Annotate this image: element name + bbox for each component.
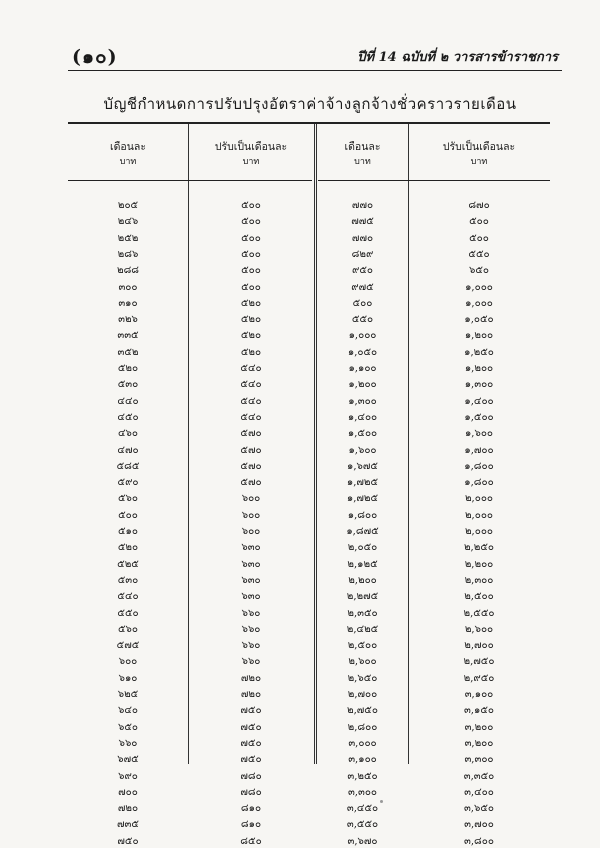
table-row <box>68 639 550 652</box>
table-cell: ๑,๒๐๐ <box>464 330 494 342</box>
table-cell: ๔๗๐ <box>117 444 139 456</box>
table-cell: ๗๘๐ <box>240 770 262 782</box>
table-cell: ๑,๒๐๐ <box>348 379 377 391</box>
table-cell: ๒,๓๐๐ <box>464 574 494 586</box>
table-cell: ๗๓๕ <box>117 819 139 831</box>
table-row <box>68 297 550 310</box>
table-cell: ๒๐๕ <box>117 200 139 211</box>
table-row <box>68 688 550 701</box>
table-cell: ๖๓๐ <box>241 591 261 603</box>
table-row <box>68 395 550 408</box>
table-cell: ๕๕๐ <box>351 314 374 326</box>
table-cell: ๖๕๐ <box>468 265 490 277</box>
table-cell: ๘๑๐ <box>240 819 262 831</box>
table-row <box>68 427 550 440</box>
table-row <box>68 281 550 294</box>
table-cell: ๓,๗๐๐ <box>464 819 494 831</box>
table-row <box>68 199 550 212</box>
column-header-4-line2: บาท <box>470 157 488 167</box>
table-cell: ๖๓๐ <box>241 558 261 570</box>
table-cell: ๔๔๐ <box>117 395 139 407</box>
table-cell: ๑,๒๕๐ <box>464 346 494 358</box>
table-cell: ๗๕๐ <box>240 737 262 749</box>
column-header-1 <box>68 140 188 170</box>
table-cell: ๓๑๐ <box>118 297 138 309</box>
table-cell: ๔๖๐ <box>117 428 139 440</box>
table-cell: ๕๔๐ <box>240 411 262 423</box>
table-cell: ๗๕๐ <box>240 754 262 766</box>
table-row <box>68 802 550 815</box>
table-cell: ๗๗๕ <box>351 216 374 228</box>
table-cell: ๑,๐๐๐ <box>465 297 493 309</box>
table-cell: ๘๗๐ <box>468 200 490 211</box>
table-cell: ๕๐๐ <box>241 200 261 211</box>
column-header-3-line2: บาท <box>354 157 371 167</box>
table-cell: ๓,๒๕๐ <box>347 770 378 782</box>
column-header-4 <box>408 140 550 170</box>
table-cell: ๕๔๐ <box>240 363 262 374</box>
table-row <box>68 590 550 603</box>
table-cell: ๕๙๐ <box>117 477 139 489</box>
table-row <box>68 672 550 685</box>
table-cell: ๕๐๐ <box>352 297 373 309</box>
table-cell: ๓,๘๐๐ <box>464 835 494 847</box>
table-cell: ๑,๘๐๐ <box>347 509 378 521</box>
table-cell: ๗๕๐ <box>240 721 262 733</box>
table-cell: ๑,๐๐๐ <box>465 281 493 293</box>
table-cell: ๒,๐๐๐ <box>464 493 494 505</box>
table-cell: ๕๐๐ <box>241 216 261 228</box>
table-cell: ๕๗๐ <box>240 477 262 489</box>
table-cell: ๕๒๐ <box>240 346 262 358</box>
table-cell: ๕๐๐ <box>469 232 489 244</box>
table-cell: ๓,๖๗๐ <box>347 835 378 847</box>
table-cell: ๖๙๐ <box>118 770 138 782</box>
table-row <box>68 460 550 473</box>
wage-table <box>68 122 550 847</box>
table-row <box>68 264 550 277</box>
table-cell: ๕๗๐ <box>240 444 262 456</box>
header-underline-left <box>68 180 312 181</box>
page-number: (๑๐) <box>72 46 118 68</box>
table-row <box>68 818 550 831</box>
table-row <box>68 770 550 783</box>
header-underline-right <box>318 180 550 181</box>
table-cell: ๒,๗๕๐ <box>463 656 495 668</box>
table-cell: ๕๒๐ <box>117 363 139 374</box>
table-cell: ๕๐๐ <box>118 509 138 521</box>
table-row <box>68 215 550 228</box>
table-cell: ๖๐๐ <box>241 526 261 537</box>
table-cell: ๕๔๐ <box>240 395 262 407</box>
table-cell: ๗๒๐ <box>240 689 262 700</box>
table-cell: ๒,๗๐๐ <box>347 689 378 700</box>
table-row <box>68 655 550 668</box>
table-cell: ๖๖๐ <box>241 607 261 619</box>
table-cell: ๙๕๐ <box>352 265 373 277</box>
table-cell: ๒,๗๐๐ <box>464 640 494 652</box>
table-cell: ๒,๒๐๐ <box>348 574 377 586</box>
table-cell: ๒,๖๐๐ <box>348 656 377 668</box>
table-row <box>68 721 550 734</box>
table-cell: ๑,๗๒๕ <box>346 477 379 489</box>
table-cell: ๖๖๐ <box>241 640 261 652</box>
table-cell: ๔๕๐ <box>117 411 139 423</box>
table-cell: ๖๐๐ <box>241 509 261 521</box>
table-cell: ๑,๔๐๐ <box>347 411 378 423</box>
table-row <box>68 346 550 359</box>
table-cell: ๑,๒๐๐ <box>464 363 494 374</box>
table-cell: ๕๐๐ <box>241 265 261 277</box>
table-cell: ๑,๖๗๕ <box>347 460 378 472</box>
table-cell: ๕๒๕ <box>117 558 139 570</box>
table-cell: ๖๓๐ <box>241 542 261 554</box>
table-cell: ๕๐๐ <box>469 216 489 228</box>
table-row <box>68 492 550 505</box>
table-row <box>68 313 550 326</box>
table-row <box>68 623 550 636</box>
table-cell: ๑,๘๗๕ <box>346 526 379 537</box>
table-cell: ๓,๖๕๐ <box>463 803 495 815</box>
table-row <box>68 232 550 245</box>
table-cell: ๕๑๐ <box>117 526 139 537</box>
table-cell: ๖๓๐ <box>241 574 261 586</box>
table-cell: ๒,๗๕๐ <box>347 705 378 717</box>
table-cell: ๗๐๐ <box>118 786 138 798</box>
table-cell: ๕๗๕ <box>116 640 140 652</box>
table-cell: ๗๕๐ <box>240 705 262 717</box>
table-cell: ๖๖๐ <box>118 737 138 749</box>
table-row <box>68 574 550 587</box>
table-cell: ๗๗๐ <box>351 232 374 244</box>
table-row <box>68 753 550 766</box>
table-cell: ๕๐๐ <box>241 232 261 244</box>
table-cell: ๕๓๐ <box>117 574 139 586</box>
table-cell: ๕๒๐ <box>240 297 262 309</box>
table-cell: ๒,๕๐๐ <box>464 591 494 603</box>
table-cell: ๓,๓๐๐ <box>347 786 378 798</box>
table-cell: ๒๕๒ <box>117 232 139 244</box>
table-cell: ๒,๐๕๐ <box>347 542 378 554</box>
table-cell: ๕๕๐ <box>117 607 139 619</box>
table-cell: ๓,๐๐๐ <box>348 737 377 749</box>
table-cell: ๑,๗๐๐ <box>464 444 494 456</box>
column-header-1-line1: เดือนละ <box>110 141 146 153</box>
table-cell: ๓,๑๐๐ <box>348 754 377 766</box>
column-header-1-line2: บาท <box>119 157 137 167</box>
table-cell: ๒,๔๒๕ <box>346 623 379 635</box>
table-cell: ๑,๐๕๐ <box>347 346 378 358</box>
table-cell: ๗๘๐ <box>240 786 262 798</box>
table-cell: ๘๕๐ <box>240 835 262 847</box>
table-row <box>68 525 550 538</box>
table-cell: ๓,๔๐๐ <box>464 786 494 798</box>
table-row <box>68 476 550 489</box>
table-row <box>68 786 550 799</box>
table-cell: ๒๘๘ <box>116 265 140 277</box>
table-cell: ๓,๕๕๐ <box>346 819 379 831</box>
table-row <box>68 541 550 554</box>
column-header-2-line2: บาท <box>242 157 260 167</box>
table-cell: ๕๗๐ <box>240 428 262 440</box>
table-cell: ๓,๑๐๐ <box>464 689 494 700</box>
table-cell: ๕๕๐ <box>468 248 490 260</box>
table-cell: ๗๕๐ <box>117 835 139 847</box>
column-header-2-line1: ปรับเป็นเดือนละ <box>214 141 288 153</box>
table-row <box>68 607 550 620</box>
scan-speck <box>380 800 383 803</box>
table-cell: ๒,๘๐๐ <box>347 721 378 733</box>
table-cell: ๓๓๕ <box>117 330 139 342</box>
table-cell: ๓๒๖ <box>118 314 138 326</box>
table-cell: ๒,๒๐๐ <box>464 558 494 570</box>
column-header-3 <box>317 140 408 170</box>
table-row <box>68 737 550 750</box>
table-cell: ๓๐๐ <box>118 281 138 293</box>
table-cell: ๖๐๐ <box>118 656 138 668</box>
table-cell: ๗๗๐ <box>351 200 374 211</box>
table-cell: ๕๐๐ <box>241 248 261 260</box>
table-cell: ๕๒๐ <box>240 330 262 342</box>
table-cell: ๓,๑๕๐ <box>463 705 495 717</box>
table-cell: ๖๐๐ <box>241 493 261 505</box>
table-cell: ๑,๕๐๐ <box>347 428 378 440</box>
table-cell: ๒,๙๕๐ <box>463 672 495 684</box>
table-row <box>68 704 550 717</box>
table-cell: ๕๗๐ <box>240 460 262 472</box>
table-cell: ๕๔๐ <box>117 591 139 603</box>
table-cell: ๒,๐๐๐ <box>464 509 494 521</box>
table-cell: ๒,๒๗๕ <box>346 591 379 603</box>
table-cell: ๑,๔๐๐ <box>464 395 494 407</box>
table-cell: ๒,๑๒๕ <box>347 558 378 570</box>
table-row <box>68 411 550 424</box>
table-cell: ๖๖๐ <box>241 623 261 635</box>
table-cell: ๗๒๐ <box>117 803 139 815</box>
table-cell: ๓,๓๕๐ <box>463 770 495 782</box>
header-rule <box>68 70 562 71</box>
table-cell: ๓,๒๐๐ <box>464 721 494 733</box>
table-cell: ๓,๔๕๐ <box>346 803 379 815</box>
table-cell: ๕๔๐ <box>240 379 262 391</box>
column-header-3-line1: เดือนละ <box>344 141 381 153</box>
table-cell: ๕๖๐ <box>117 493 139 505</box>
table-row <box>68 444 550 457</box>
table-cell: ๑,๐๕๐ <box>464 314 494 326</box>
table-row <box>68 248 550 261</box>
table-cell: ๓,๓๐๐ <box>464 754 494 766</box>
table-cell: ๒,๖๐๐ <box>464 623 494 635</box>
table-cell: ๑,๓๐๐ <box>464 379 494 391</box>
table-row <box>68 378 550 391</box>
table-cell: ๖๔๐ <box>117 705 139 717</box>
table-cell: ๕๓๐ <box>117 379 139 391</box>
table-cell: ๘๒๙ <box>351 248 374 260</box>
table-cell: ๒,๒๕๐ <box>463 542 495 554</box>
table-cell: ๓๕๒ <box>117 346 139 358</box>
table-cell: ๑,๖๐๐ <box>464 428 494 440</box>
table-row <box>68 329 550 342</box>
table-cell: ๒,๐๐๐ <box>464 526 494 537</box>
table-cell: ๖๗๕ <box>117 754 139 766</box>
table-cell: ๙๗๕ <box>351 281 374 293</box>
table-cell: ๘๑๐ <box>240 803 262 815</box>
table-cell: ๒๔๖ <box>117 216 139 228</box>
table-cell: ๑,๓๐๐ <box>348 395 377 407</box>
table-cell: ๑,๘๐๐ <box>464 477 494 489</box>
table-cell: ๑,๘๐๐ <box>464 460 494 472</box>
table-row <box>68 509 550 522</box>
table-cell: ๕๐๐ <box>241 281 261 293</box>
table-cell: ๑,๐๐๐ <box>348 330 377 342</box>
column-header-2 <box>188 140 314 170</box>
table-title: บัญชีกำหนดการปรับปรุงอัตราค่าจ้างลูกจ้างชั่วคราวรายเดือน <box>103 95 517 113</box>
table-cell: ๖๑๐ <box>118 672 138 684</box>
table-cell: ๕๒๐ <box>240 314 262 326</box>
table-cell: ๖๖๐ <box>241 656 261 668</box>
column-header-4-line1: ปรับเป็นเดือนละ <box>442 141 516 153</box>
table-cell: ๕๘๕ <box>116 460 140 472</box>
table-row <box>68 362 550 375</box>
table-cell: ๒,๕๐๐ <box>347 640 378 652</box>
table-cell: ๒,๕๕๐ <box>463 607 495 619</box>
running-head: ปีที่ 14 ฉบับที่ ๒ วารสารข้าราชการ <box>357 50 558 65</box>
table-cell: ๗๒๐ <box>240 672 262 684</box>
table-cell: ๖๕๐ <box>117 721 139 733</box>
table-cell: ๒๘๖ <box>117 248 139 260</box>
table-cell: ๒,๓๕๐ <box>347 607 378 619</box>
table-cell: ๓,๒๐๐ <box>464 737 494 749</box>
table-cell: ๒,๖๕๐ <box>347 672 378 684</box>
table-cell: ๕๖๐ <box>117 623 139 635</box>
table-cell: ๖๒๕ <box>117 689 139 700</box>
table-cell: ๑,๗๒๕ <box>346 493 379 505</box>
table-row <box>68 558 550 571</box>
table-cell: ๑,๑๐๐ <box>348 363 377 374</box>
table-cell: ๕๒๐ <box>117 542 139 554</box>
table-cell: ๑,๕๐๐ <box>464 411 494 423</box>
table-cell: ๑,๖๐๐ <box>348 444 377 456</box>
